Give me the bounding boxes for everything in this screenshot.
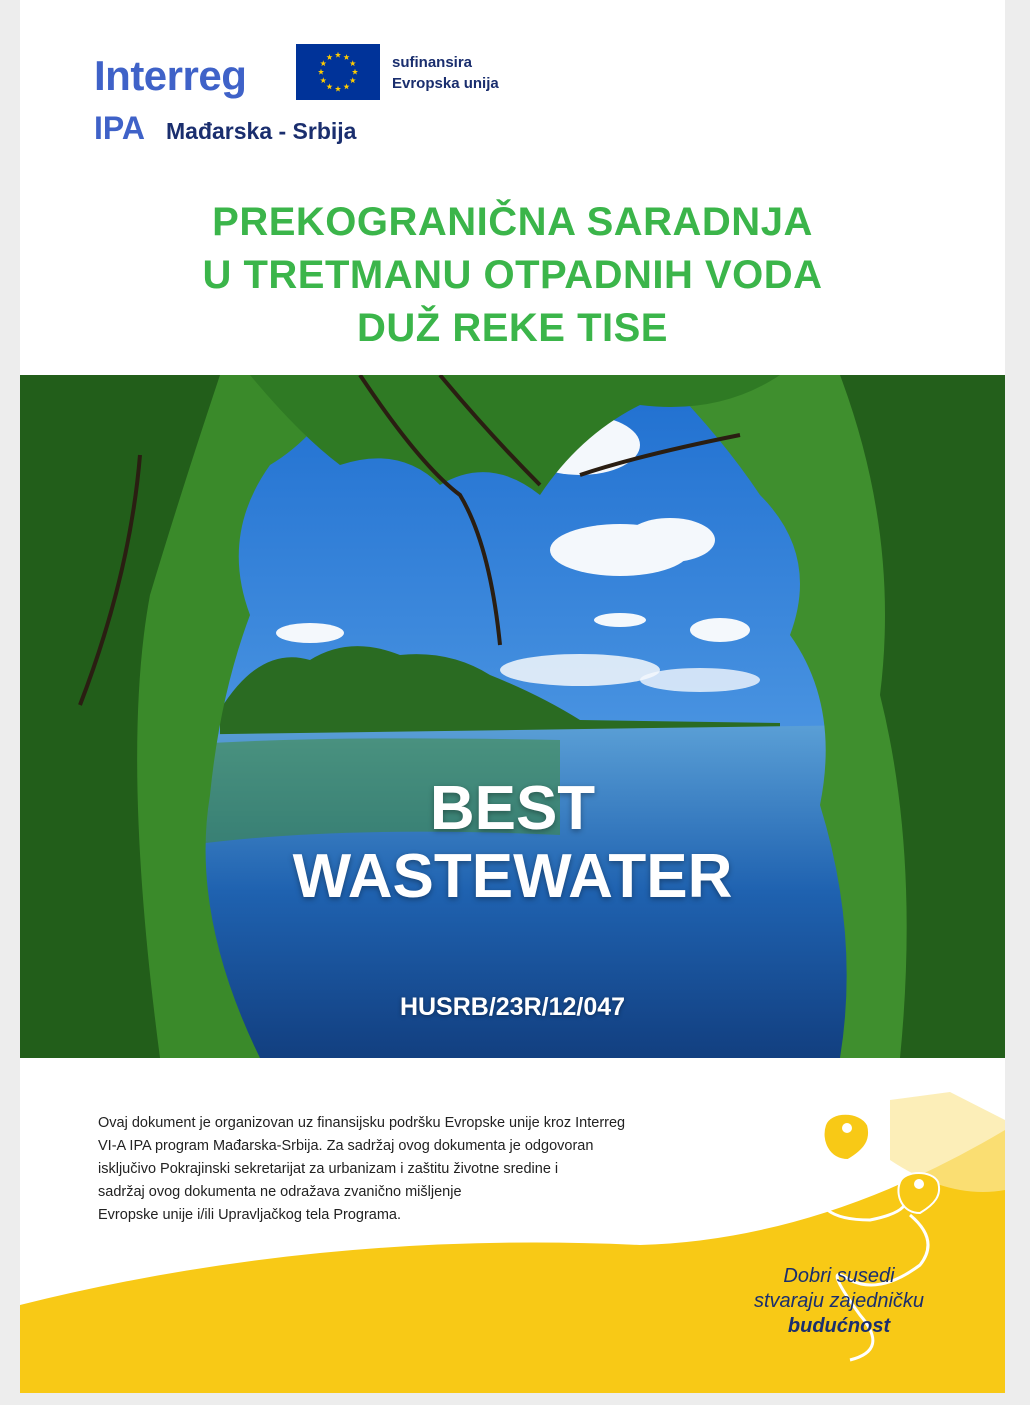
slogan-line-1: Dobri susedi: [783, 1265, 895, 1287]
program-countries: Mađarska - Srbija: [166, 118, 357, 144]
hero-line-1: BEST: [429, 774, 596, 843]
disclaimer-line: VI-A IPA program Mađarska-Srbija. Za sadržaj ovog dokumenta je odgovoran: [98, 1138, 594, 1154]
river-landscape-photo: [20, 375, 1005, 1058]
disclaimer-line: sadržaj ovog dokumenta ne odražava zvanično mišljenje: [98, 1184, 462, 1200]
cofunded-label: [392, 52, 499, 94]
cofunded-line-2: Evropska unija: [392, 75, 499, 92]
ipa-logo-text: IPA: [94, 110, 145, 146]
eu-flag-icon: [296, 44, 380, 100]
slogan-line-3: budućnost: [787, 1315, 891, 1337]
project-code: HUSRB/23R/12/047: [399, 993, 626, 1021]
page-title: [20, 196, 1005, 355]
slogan-line-2: stvaraju zajedničku: [753, 1290, 925, 1312]
disclaimer-line: Evropske unije i/ili Upravljačkog tela Programa.: [98, 1207, 402, 1223]
slogan: [714, 1264, 964, 1339]
disclaimer-line: Ovaj dokument je organizovan uz finansijsku podršku Evropske unije kroz Interreg: [98, 1115, 626, 1131]
cofunded-line-1: sufinansira: [392, 54, 473, 71]
disclaimer-line: isključivo Pokrajinski sekretarijat za urbanizam i zaštitu životne sredine i: [98, 1161, 559, 1177]
location-pin-icon: [824, 1114, 870, 1160]
title-line-3: DUŽ REKE TISE: [357, 306, 668, 350]
title-line-1: PREKOGRANIČNA SARADNJA: [212, 200, 813, 244]
title-line-2: U TRETMANU OTPADNIH VODA: [202, 253, 823, 297]
interreg-logo-text: Interreg: [94, 52, 247, 99]
hero-line-2: WASTEWATER: [292, 842, 733, 911]
brochure-page: [20, 0, 1005, 1393]
funding-disclaimer: [98, 1112, 758, 1227]
hero-title: [20, 775, 1005, 911]
